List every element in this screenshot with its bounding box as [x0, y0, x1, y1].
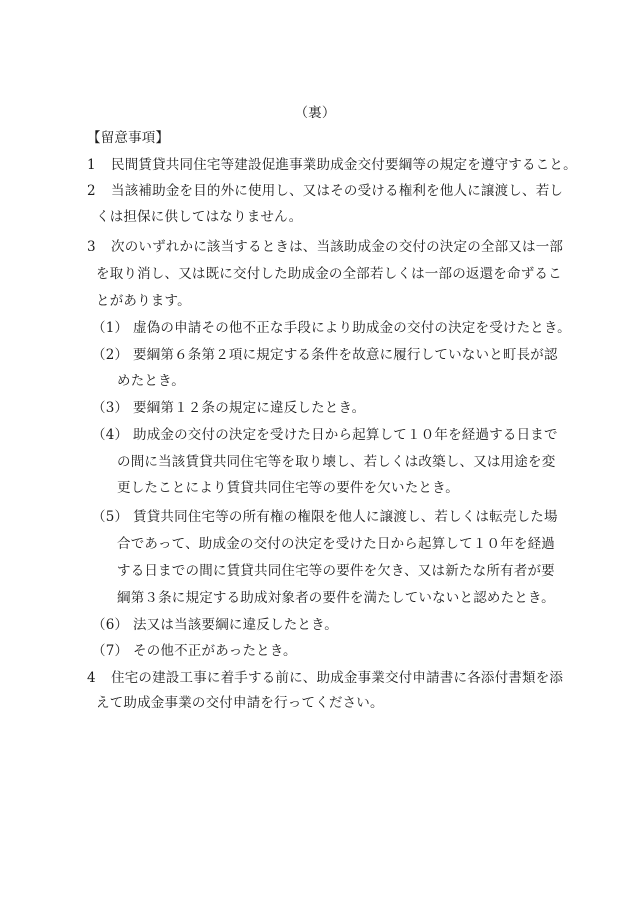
item-number: 1: [87, 157, 96, 173]
item-number: 4: [87, 670, 96, 686]
item-text-line: 住宅の建設工事に着手する前に、助成金事業交付申請書に各添付書類を添: [111, 670, 564, 686]
item-number: 2: [87, 183, 96, 199]
section-title: 【留意事項】: [87, 130, 170, 146]
sub-item-number: （3）: [92, 400, 129, 416]
item-text-line: くは担保に供してはなりません。: [96, 209, 303, 225]
sub-item-number: （4）: [92, 427, 129, 443]
item-number: 3: [87, 239, 96, 255]
sub-item-number: （2）: [92, 347, 129, 363]
sub-item-text-line: 助成金の交付の決定を受けた日から起算して１０年を経過する日まで: [133, 427, 558, 443]
item-text-line: えて助成金事業の交付申請を行ってください。: [96, 695, 384, 711]
item-text-line: とがあります。: [96, 293, 191, 309]
sub-item-text-line: の間に当該賃貸共同住宅等を取り壊し、若しくは改築し、又は用途を変: [117, 454, 556, 470]
page-header: （裏）: [294, 105, 336, 121]
sub-item-number: （5）: [92, 509, 129, 525]
sub-item-text-line: 合であって、助成金の交付の決定を受けた日から起算して１０年を経過: [117, 536, 555, 552]
sub-item-number: （7）: [92, 643, 129, 659]
sub-item-text-line: 綱第３条に規定する助成対象者の要件を満たしていないと認めたとき。: [117, 590, 555, 606]
sub-item-text-line: する日までの間に賃貸共同住宅等の要件を欠き、又は新たな所有者が要: [117, 563, 555, 579]
sub-item-text-line: 法又は当該要綱に違反したとき。: [133, 617, 338, 633]
item-text-line: 当該補助金を目的外に使用し、又はその受ける権利を他人に譲渡し、若し: [111, 183, 564, 199]
sub-item-text-line: その他不正があったとき。: [133, 643, 297, 659]
sub-item-number: （1）: [92, 320, 129, 336]
sub-item-text-line: 虚偽の申請その他不正な手段により助成金の交付の決定を受けたとき。: [133, 320, 571, 336]
item-text-line: 次のいずれかに該当するときは、当該助成金の交付の決定の全部又は一部: [111, 239, 564, 255]
sub-item-text-line: 要綱第１２条の規定に違反したとき。: [133, 400, 366, 416]
sub-item-text-line: 更したことにより賃貸共同住宅等の要件を欠いたとき。: [117, 480, 459, 496]
item-text-line: を取り消し、又は既に交付した助成金の全部若しくは一部の返還を命ずるこ: [96, 266, 562, 282]
sub-item-text-line: めたとき。: [117, 373, 185, 389]
sub-item-text-line: 要綱第６条第２項に規定する条件を故意に履行していないと町長が認: [133, 347, 558, 363]
item-text-line: 民間賃貸共同住宅等建設促進事業助成金交付要綱等の規定を遵守すること。: [111, 157, 577, 173]
sub-item-number: （6）: [92, 617, 129, 633]
sub-item-text-line: 賃貸共同住宅等の所有権の権限を他人に譲渡し、若しくは転売した場: [133, 509, 558, 525]
